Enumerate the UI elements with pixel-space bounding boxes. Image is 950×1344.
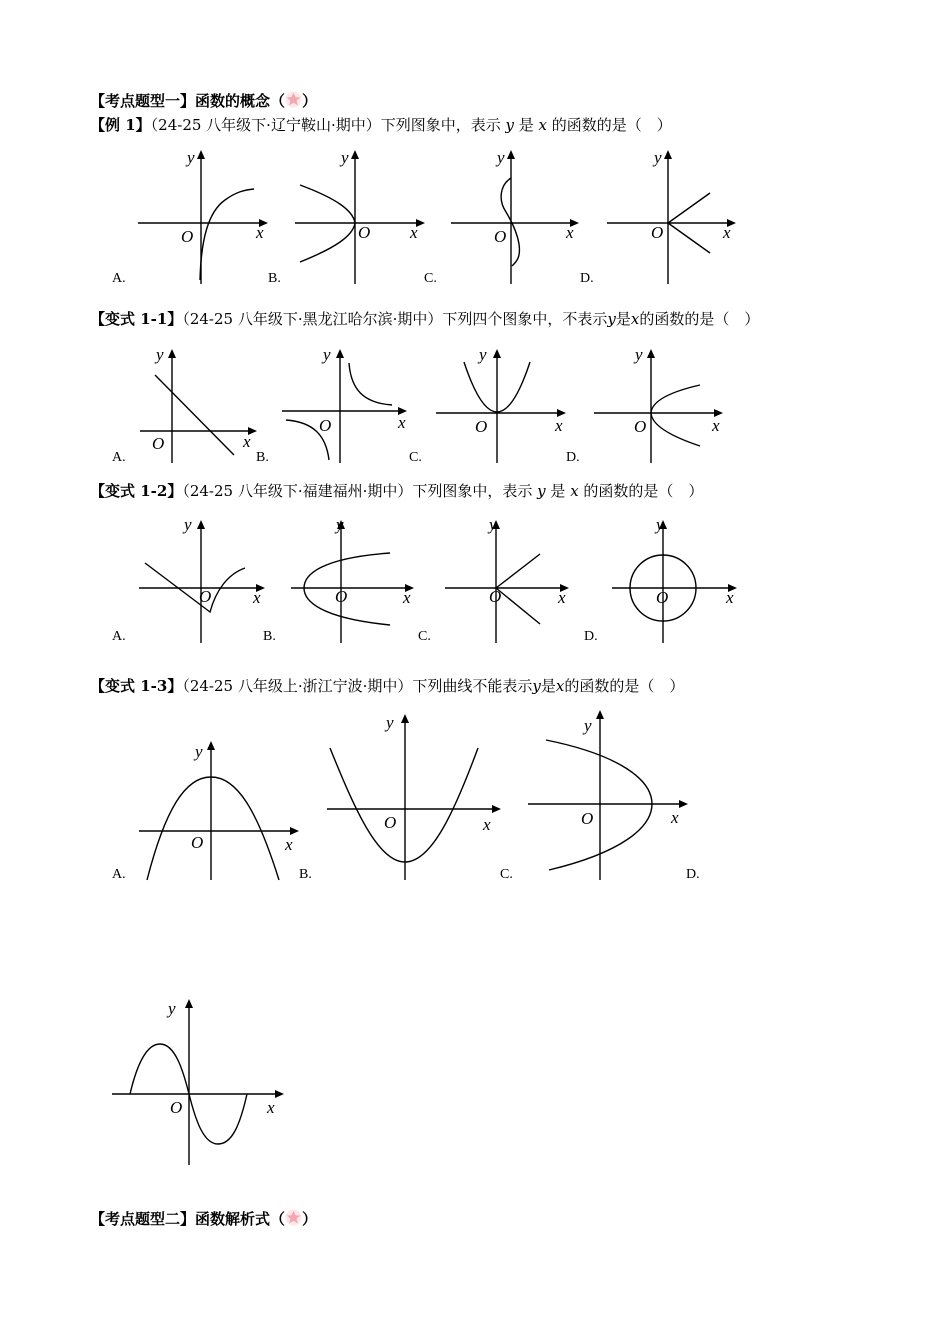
section1-title: 【考点题型一】函数的概念（ bbox=[90, 92, 286, 110]
variant1-3-option-c[interactable]: C. bbox=[500, 867, 513, 882]
variant1-3-mid: 是 bbox=[540, 677, 556, 695]
x-axis-label: x bbox=[267, 1098, 275, 1117]
x-axis-label: x bbox=[566, 223, 574, 242]
section2-title-end: ） bbox=[302, 1210, 318, 1228]
y-axis-label: y bbox=[168, 999, 176, 1018]
variant1-2-option-d[interactable]: D. bbox=[584, 629, 598, 644]
variant1-3-tag: 【变式 1-3】 bbox=[90, 677, 183, 695]
origin-label: O bbox=[581, 809, 594, 828]
origin-label: O bbox=[494, 227, 507, 246]
x-axis-label: x bbox=[726, 588, 734, 607]
variant1-3-option-a[interactable]: A. bbox=[112, 867, 126, 882]
variant1-2-var-y: y bbox=[537, 482, 546, 500]
y-axis-label: y bbox=[156, 345, 164, 364]
variant1-3-tail: 的函数的是（ ） bbox=[564, 677, 685, 695]
y-axis-label: y bbox=[323, 345, 331, 364]
y-axis-label: y bbox=[584, 716, 592, 735]
variant1-1-option-a[interactable]: A. bbox=[112, 450, 126, 465]
y-axis-label: y bbox=[656, 515, 664, 534]
example1-var-x: x bbox=[538, 116, 547, 134]
origin-label: O bbox=[199, 587, 212, 606]
origin-label: O bbox=[191, 833, 204, 852]
variant1-2-option-c[interactable]: C. bbox=[418, 629, 431, 644]
origin-label: O bbox=[358, 223, 371, 242]
example1-var-y: y bbox=[505, 116, 514, 134]
section1-title-end: ） bbox=[302, 92, 318, 110]
y-axis-label: y bbox=[336, 515, 344, 534]
example1-option-d[interactable]: D. bbox=[580, 271, 594, 286]
origin-label: O bbox=[335, 587, 348, 606]
variant1-1-var-x: x bbox=[630, 310, 640, 328]
y-axis-label: y bbox=[497, 148, 505, 167]
variant1-2-var-x: x bbox=[570, 482, 579, 500]
origin-label: O bbox=[651, 223, 664, 242]
example1-tail: 的函数的是（ ） bbox=[547, 116, 672, 134]
y-axis-label: y bbox=[184, 515, 192, 534]
variant1-2-mid: 是 bbox=[545, 482, 571, 500]
example1-mid: 是 bbox=[513, 116, 539, 134]
variant1-3-var-y: y bbox=[532, 677, 541, 695]
y-axis-label: y bbox=[195, 742, 203, 761]
variant1-1-option-d[interactable]: D. bbox=[566, 450, 580, 465]
y-axis-label: y bbox=[654, 148, 662, 167]
variant1-3-var-x: x bbox=[555, 677, 565, 695]
variant1-3-option-b[interactable]: B. bbox=[299, 867, 312, 882]
origin-label: O bbox=[489, 587, 502, 606]
variant1-1-source: （24-25 八年级下·黑龙江哈尔滨·期中）下列四个图象中，不表示 bbox=[182, 310, 608, 328]
variant1-2-option-b[interactable]: B. bbox=[263, 629, 276, 644]
y-axis-label: y bbox=[341, 148, 349, 167]
example1-option-a[interactable]: A. bbox=[112, 271, 126, 286]
variant1-1-mid: 是 bbox=[615, 310, 631, 328]
x-axis-label: x bbox=[410, 223, 418, 242]
y-axis-label: y bbox=[187, 148, 195, 167]
example1-option-b[interactable]: B. bbox=[268, 271, 281, 286]
variant1-1-tag: 【变式 1-1】 bbox=[90, 310, 183, 328]
x-axis-label: x bbox=[398, 413, 406, 432]
origin-label: O bbox=[319, 416, 332, 435]
x-axis-label: x bbox=[285, 835, 293, 854]
variant1-1-tail: 的函数的是（ ） bbox=[639, 310, 760, 328]
star-icon bbox=[285, 1209, 302, 1226]
x-axis-label: x bbox=[671, 808, 679, 827]
variant1-1-option-c[interactable]: C. bbox=[409, 450, 422, 465]
variant1-1-option-b[interactable]: B. bbox=[256, 450, 269, 465]
variant1-2-tail: 的函数的是（ ） bbox=[578, 482, 704, 500]
variant1-2-source: （24-25 八年级下·福建福州·期中）下列图象中，表示 bbox=[182, 482, 538, 500]
y-axis-label: y bbox=[386, 713, 394, 732]
section2-heading bbox=[90, 1209, 317, 1229]
origin-label: O bbox=[475, 417, 488, 436]
origin-label: O bbox=[634, 417, 647, 436]
origin-label: O bbox=[181, 227, 194, 246]
x-axis-label: x bbox=[723, 223, 731, 242]
x-axis-label: x bbox=[253, 588, 261, 607]
x-axis-label: x bbox=[555, 416, 563, 435]
x-axis-label: x bbox=[558, 588, 566, 607]
variant1-1-var-y: y bbox=[607, 310, 616, 328]
x-axis-label: x bbox=[712, 416, 720, 435]
x-axis-label: x bbox=[256, 223, 264, 242]
example1-tag: 【例 1】 bbox=[90, 116, 151, 134]
example1-source: （24-25 八年级下·辽宁鞍山·期中）下列图象中，表示 bbox=[150, 116, 506, 134]
x-axis-label: x bbox=[483, 815, 491, 834]
y-axis-label: y bbox=[489, 515, 497, 534]
origin-label: O bbox=[656, 588, 669, 607]
example1-option-c[interactable]: C. bbox=[424, 271, 437, 286]
variant1-2-option-a[interactable]: A. bbox=[112, 629, 126, 644]
x-axis-label: x bbox=[403, 588, 411, 607]
variant1-2-tag: 【变式 1-2】 bbox=[90, 482, 183, 500]
origin-label: O bbox=[384, 813, 397, 832]
y-axis-label: y bbox=[479, 345, 487, 364]
origin-label: O bbox=[152, 434, 165, 453]
variant1-3-source: （24-25 八年级上·浙江宁波·期中）下列曲线不能表示 bbox=[182, 677, 533, 695]
origin-label: O bbox=[170, 1098, 183, 1117]
section2-title: 【考点题型二】函数解析式（ bbox=[90, 1210, 286, 1228]
y-axis-label: y bbox=[635, 345, 643, 364]
variant1-3-option-d[interactable]: D. bbox=[686, 867, 700, 882]
x-axis-label: x bbox=[243, 432, 251, 451]
